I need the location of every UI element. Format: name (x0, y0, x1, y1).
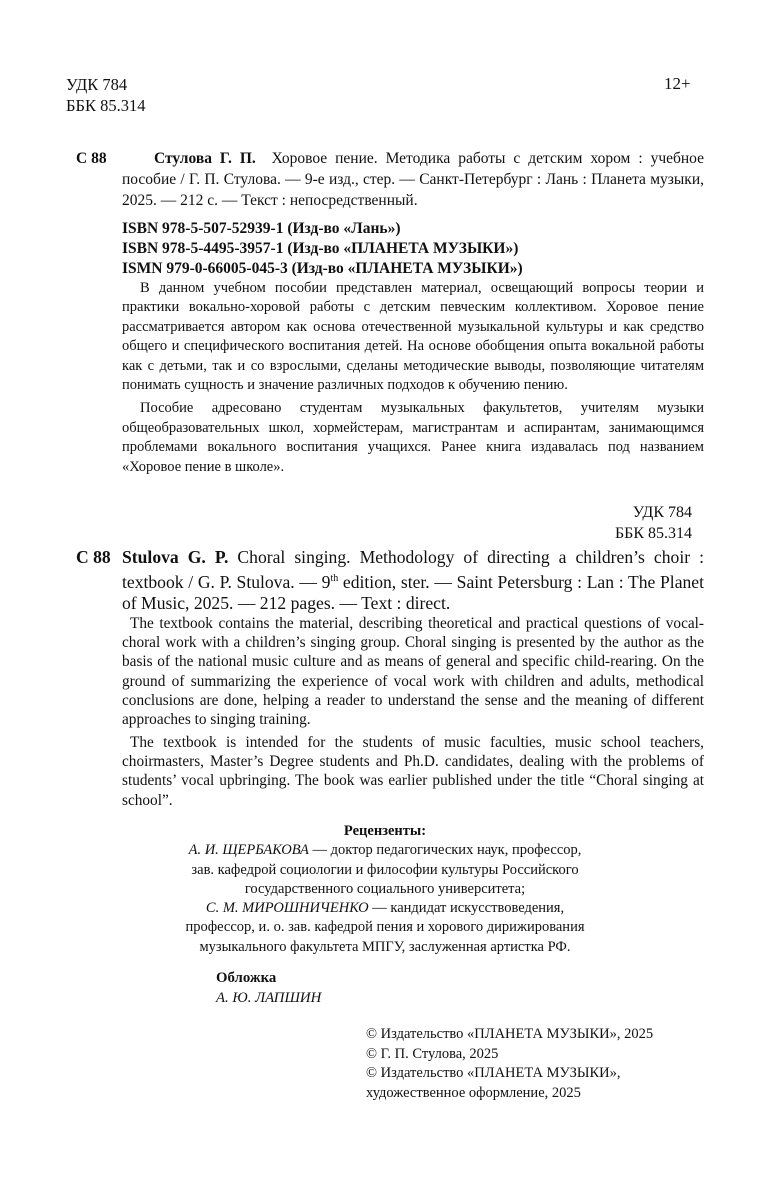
age-rating: 12+ (664, 74, 691, 93)
author-name: Stulova G. P. (122, 547, 229, 567)
reviewer-name: С. М. МИРОШНИЧЕНКО (205, 900, 369, 917)
copyright-line: © Издательство «ПЛАНЕТА МУЗЫКИ», (366, 1065, 621, 1082)
reviewers-block (150, 822, 620, 957)
reviewer-info: зав. кафедрой социологии и философии культуры Российского (191, 861, 579, 878)
reviewer-2 (150, 899, 620, 957)
reviewer-info: музыкального факультета МПГУ, заслуженная артистка РФ. (199, 938, 571, 955)
annotation-paragraph: В данном учебном пособии представлен материал, освещающий вопросы теории и практики вокально-хоровой работы с детским певческим коллективом. Хоровое пение рассматривается автором как основа отечественной музыкальной культуры и как средство общего и специфического воспитания детей. На основе обобщения опыта вокальной работы как с детьми, так и со взрослыми, сделаны методические выводы, позволяющие читателям понимать сущность и значение различных подходов к обучению пению. (122, 280, 704, 394)
reviewer-info: профессор, и. о. зав. кафедрой пения и хорового дирижирования (185, 919, 585, 936)
catalog-entry-ru (76, 148, 704, 477)
bibliographic-text-cont: edition, ster. — Saint Petersburg : Lan : The Planet of Music, 2025. — 212 pages. — Text : direct. (122, 571, 704, 613)
cover-artist: А. Ю. ЛАПШИН (216, 990, 322, 1006)
bibliographic-text: Choral singing. Methodology of directing a children’s choir : textbook / G. P. Stulova. — 9 (122, 547, 704, 592)
annotation-paragraph: The textbook contains the material, describing theoretical and practical questions of vocal-choral work with a children’s singing group. Choral singing is presented by the author as the basis of the national music culture and as means of general and specific child-rearing. On the ground of summarizing the experience of vocal work with children and adults, methodical conclusions are done, helping a reader to understand the sense and the meaning of different approaches to singing training. (122, 614, 704, 729)
copyright-line: © Издательство «ПЛАНЕТА МУЗЫКИ», 2025 (366, 1026, 654, 1042)
cover-heading: Обложка (216, 970, 277, 986)
copyright-line: © Г. П. Стулова, 2025 (366, 1045, 499, 1062)
bibliographic-text: Хоровое пение. Методика работы с детским хором : учебное пособие / Г. П. Стулова. — 9-е изд., стер. — Санкт-Петербург : Лань : Планета музыки, 2025. — 212 с. — Текст : непосредственный. (122, 150, 704, 209)
bbk-code: ББК 85.314 (66, 96, 146, 115)
udk-block-top (66, 74, 145, 116)
catalog-entry-en (76, 547, 704, 810)
cover-credit (216, 968, 321, 1008)
copyright-line: художественное оформление, 2025 (366, 1084, 581, 1101)
ismn-planeta: ISMN 979-0-66005-045-3 (Изд-во «ПЛАНЕТА МУЗЫКИ») (122, 260, 523, 277)
udk-code: УДК 784 (66, 75, 128, 94)
reviewer-name: А. И. ЩЕРБАКОВА (188, 842, 309, 859)
bibliographic-description (122, 148, 704, 211)
isbn-planeta: ISBN 978-5-4495-3957-1 (Изд-во «ПЛАНЕТА МУЗЫКИ») (122, 240, 519, 257)
isbn-lan: ISBN 978-5-507-52939-1 (Изд-во «Лань») (122, 220, 401, 237)
annotation-paragraph: Пособие адресовано студентам музыкальных факультетов, учителям музыки общеобразовательных школ, хормейстерам, магистрантам и аспирантам, занимающимся проблемами вокального воспитания учащихся. Ранее книга издавалась под названием «Хоровое пение в школе». (122, 400, 704, 475)
reviewer-info: — кандидат искусствоведения, (368, 900, 565, 917)
isbn-list (122, 219, 704, 279)
author-name: Стулова Г. П. (154, 150, 256, 167)
reviewer-1 (150, 841, 620, 899)
bibliographic-description (122, 547, 704, 614)
reviewer-info: государственного социального университета; (244, 880, 526, 897)
annotation-paragraph: The textbook is intended for the students of music faculties, music school teachers, choirmasters, Master’s Degree students and Ph.D. candidates, dealing with the problems of students’ vocal upbringing. The book was earlier published under the title “Choral singing at school”. (122, 733, 704, 809)
bbk-code: ББК 85.314 (614, 525, 692, 542)
author-mark: С 88 (76, 547, 111, 567)
reviewers-heading: Рецензенты: (343, 823, 427, 839)
annotation-ru (122, 279, 704, 477)
author-mark: С 88 (76, 150, 107, 167)
reviewer-info: — доктор педагогических наук, профессор, (308, 842, 582, 859)
udk-block-right (592, 502, 692, 544)
copyright-block (366, 1025, 653, 1103)
edition-superscript: th (330, 573, 339, 584)
udk-code: УДК 784 (632, 504, 692, 521)
annotation-en (122, 614, 704, 810)
